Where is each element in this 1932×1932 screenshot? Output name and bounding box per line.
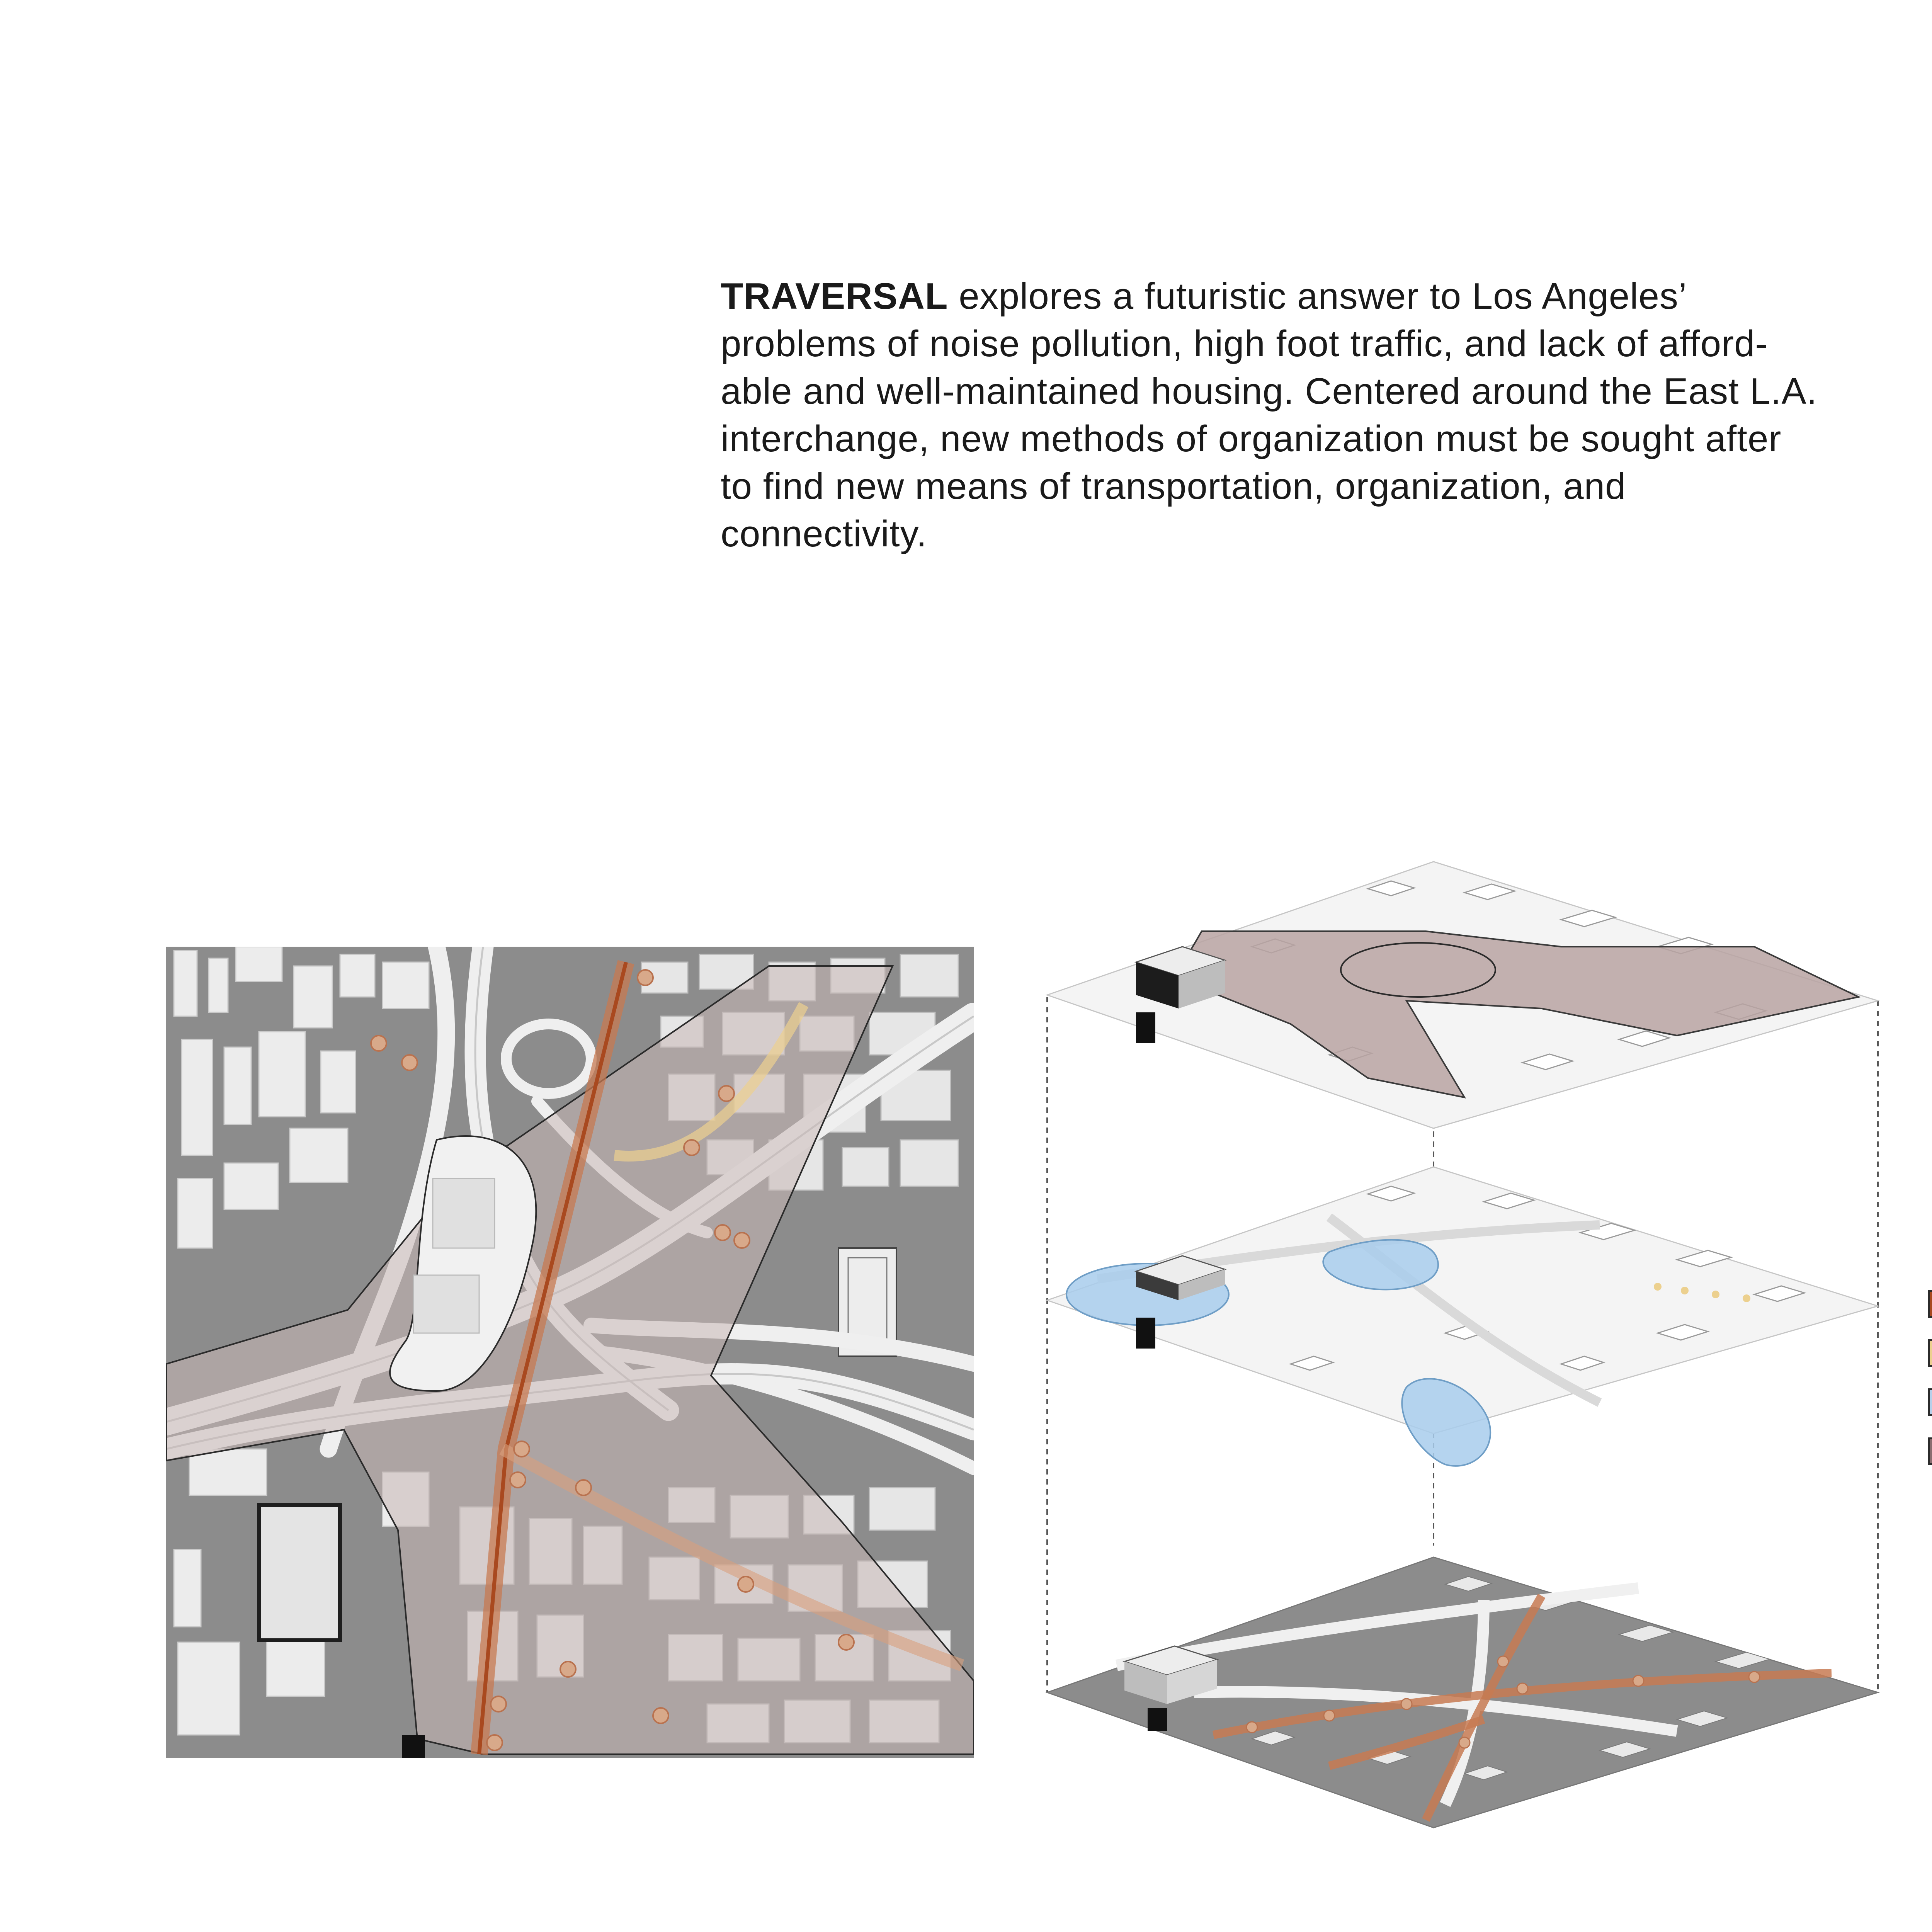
intro-line-1-text: explores a futuristic answer to Los Angeles’ (948, 276, 1687, 317)
metro-swatch (1928, 1339, 1932, 1367)
site-plan-map (166, 947, 974, 1758)
public-transit-swatch (1928, 1437, 1932, 1465)
legend-item-dead-zone (1928, 1385, 1932, 1420)
dead-zone-swatch (1928, 1388, 1932, 1416)
intro-line-1 (721, 272, 1932, 320)
intro-line-3: able and well-maintained housing. Centered around the East L.A. (721, 371, 1818, 412)
intro-line-4: interchange, new methods of organization must be sought after (721, 418, 1782, 459)
axon-layer-base-map (1047, 1557, 1878, 1828)
legend-item-metro (1928, 1336, 1932, 1371)
project-title: TRAVERSAL (721, 276, 948, 317)
dark-structure (402, 1735, 425, 1758)
warehouse-block (259, 1505, 340, 1640)
legend-item-public-transit (1928, 1434, 1932, 1469)
legend-item-bus-route (1928, 1287, 1932, 1321)
exploded-axonometric (1020, 831, 1889, 1866)
legend-item-major-bus-stop (1928, 1221, 1932, 1256)
axon-layer-dead-zones (1047, 1167, 1878, 1466)
bus-route-swatch (1928, 1290, 1932, 1318)
intro-line-6: connectivity. (721, 513, 927, 554)
intro-line-2: problems of noise pollution, high foot traffic, and lack of afford- (721, 323, 1768, 364)
intro-line-5: to find new means of transportation, organization, and (721, 466, 1626, 507)
axon-layer-public-transit (1047, 862, 1878, 1128)
intro-paragraph (721, 272, 1932, 558)
